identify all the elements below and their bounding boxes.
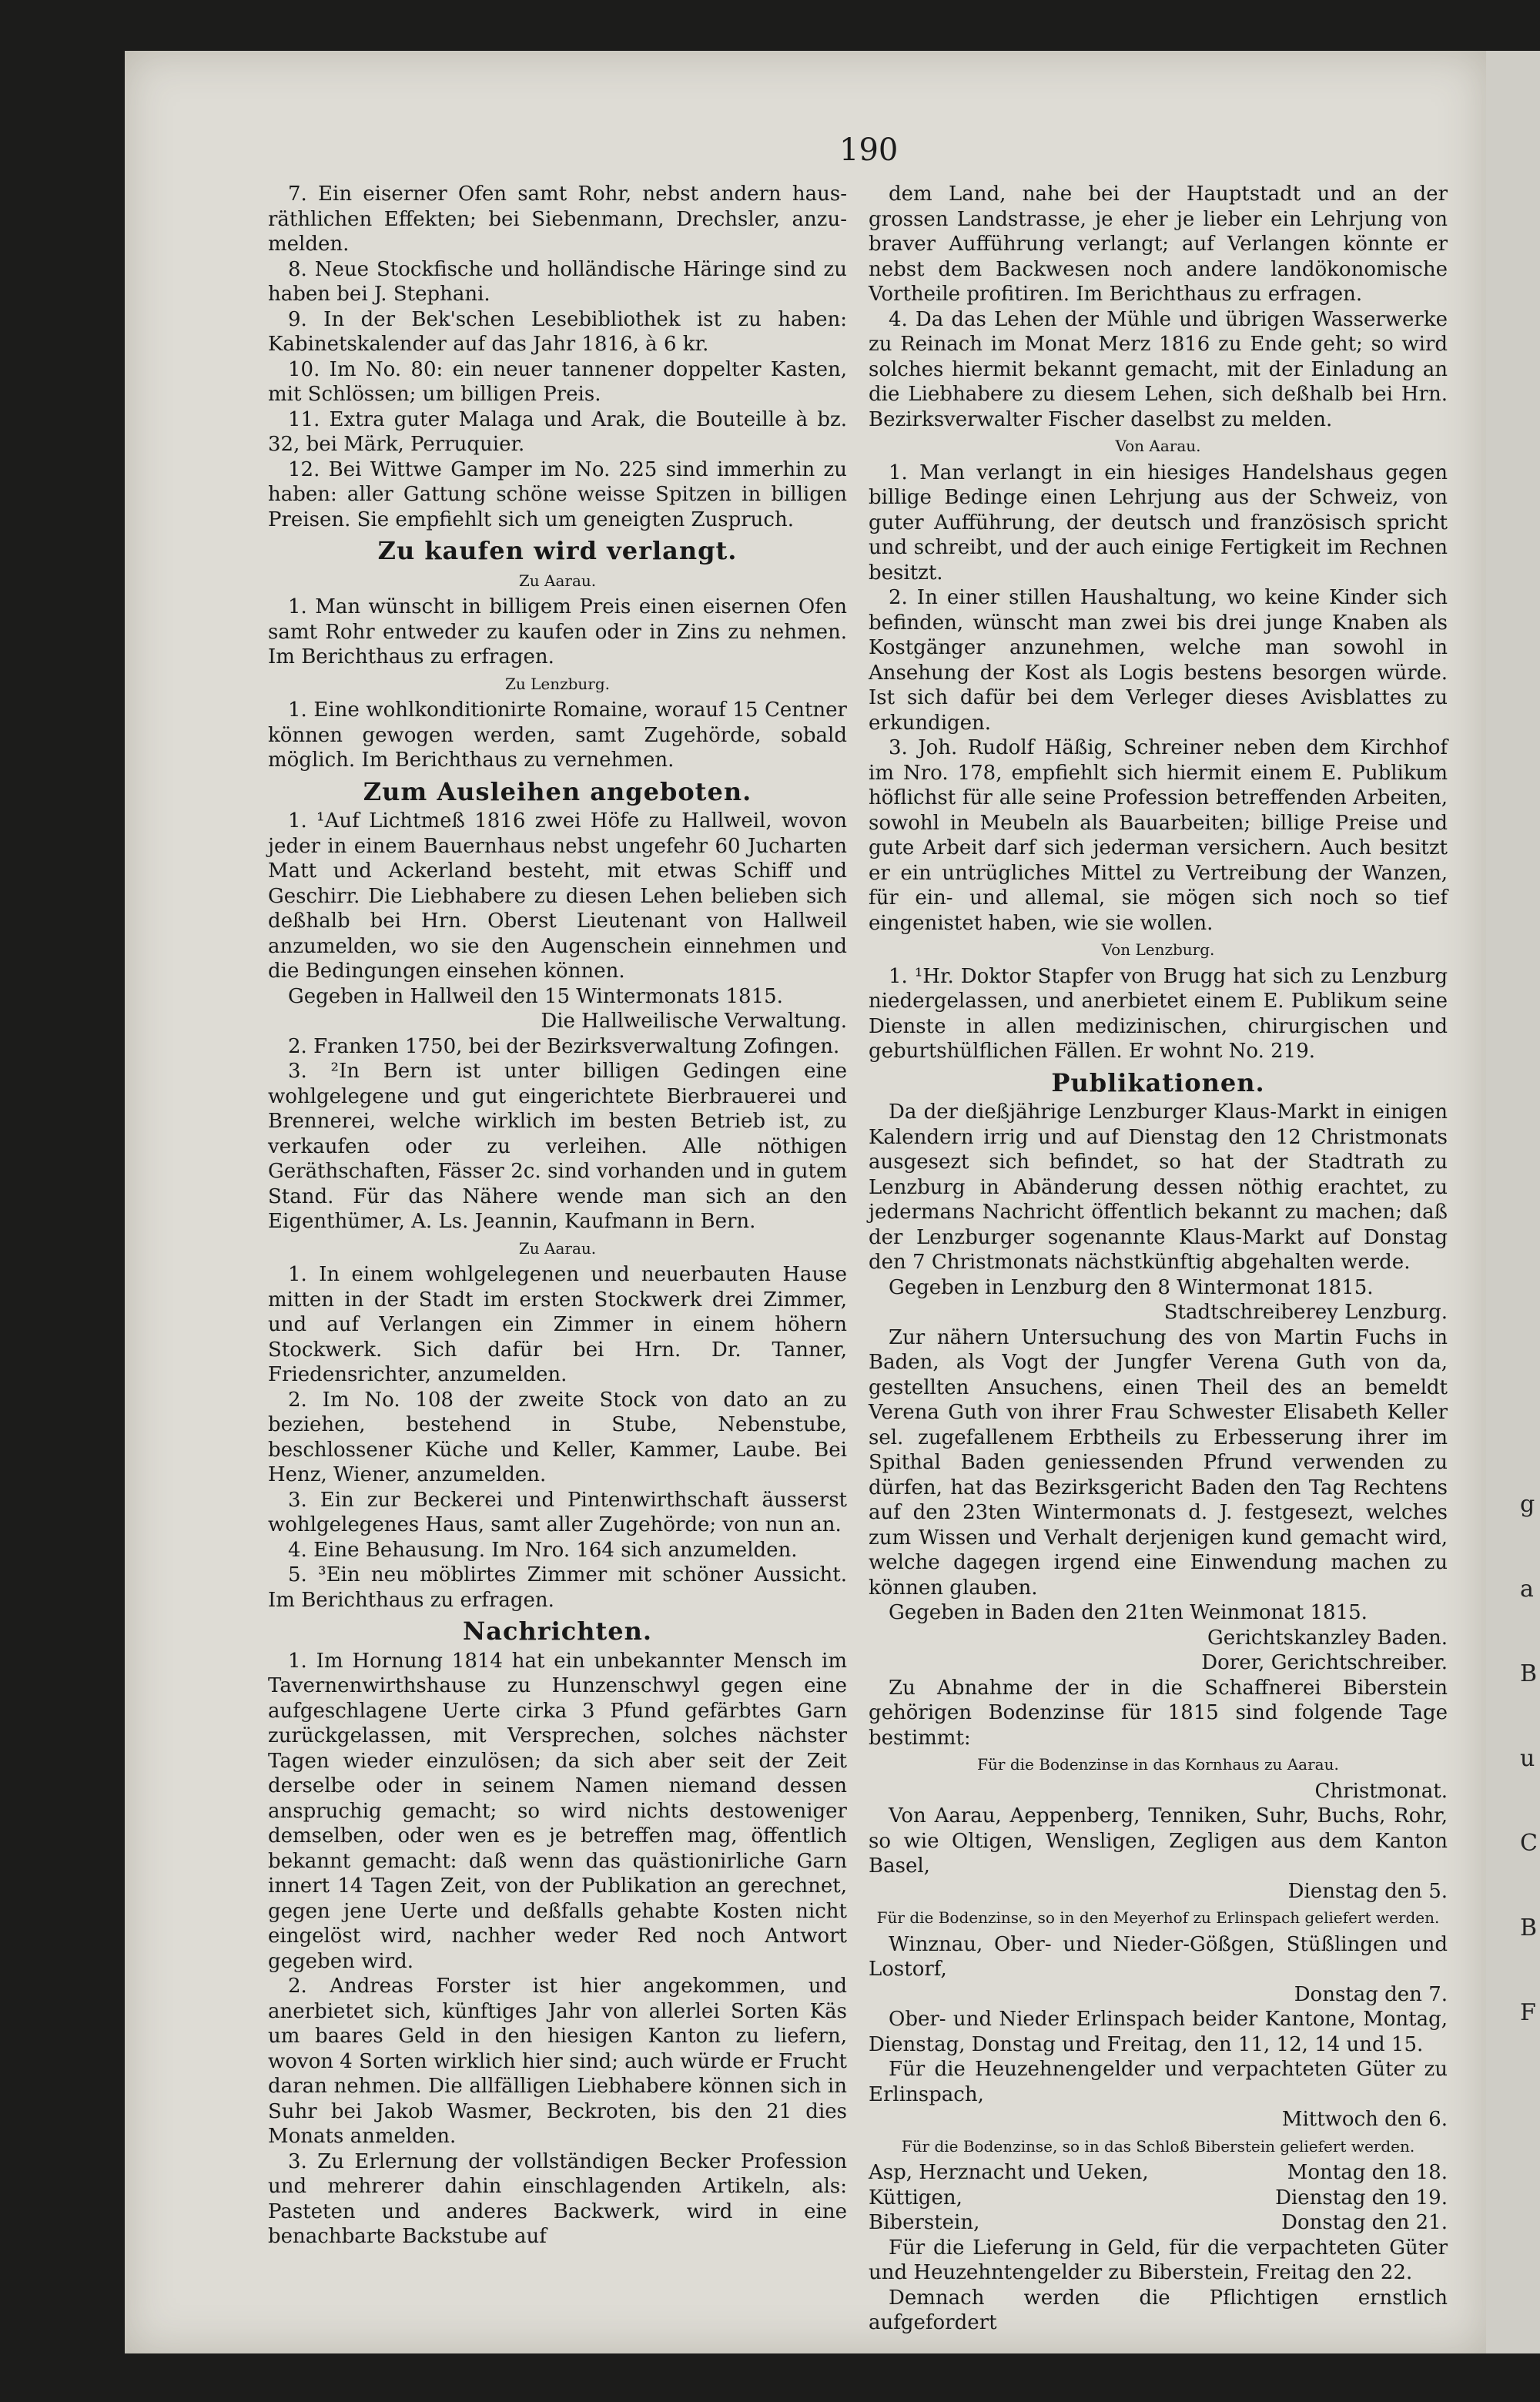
paragraph: 10. Im No. 80: ein neuer tannener doppelter Kasten, mit Schlössen; um billigen Preis. (268, 357, 847, 406)
margin-fragment: u (1520, 1745, 1535, 1772)
paragraph: 1. ¹Auf Lichtmeß 1816 zwei Höfe zu Hallweil, wovon jeder in einem Bauernhaus nebst ungefehr 60 Jucharten Matt und Ackerland besteht, mit etwas Schiff und Geschirr. Die Liebhabere zu diesen Lehen belieben sich deßhalb bei Hrn. Oberst Lieutenant von Hallweil anzumelden, wo sie den Augenschein einnehmen und die Bedingungen einsehen können. (268, 809, 847, 983)
paragraph: Demnach werden die Pflichtigen ernstlich aufgefordert (869, 2286, 1448, 2334)
paragraph: 11. Extra guter Malaga und Arak, die Bouteille à bz. 32, bei Märk, Perruquier. (268, 407, 847, 456)
signature-line: Dorer, Gerichtschreiber. (1201, 1651, 1448, 1674)
signature-line: Mittwoch den 6. (1281, 2108, 1448, 2131)
schedule-place: Biberstein, (869, 2211, 980, 2234)
paragraph: Ober- und Nieder Erlinspach beider Kantone, Montag, Dienstag, Donstag und Freitag, den 11, 12, 14 und 15. (869, 2008, 1448, 2056)
section-heading: Zu kaufen wird verlangt. (377, 536, 738, 565)
paragraph: Zu Abnahme der in die Schaffnerei Biberstein gehörigen Bodenzinse für 1815 sind folgende Tage bestimmt: (869, 1676, 1448, 1750)
section-heading: Nachrichten. (462, 1616, 653, 1646)
schedule-row (869, 2160, 1448, 2186)
paragraph: Zur nähern Untersuchung des von Martin Fuchs in Baden, als Vogt der Jungfer Verena Guth von da, gestellten Ansuchens, einen Theil des an bemeldt Verena Guth von ihrer Frau Schwester Elisabeth Keller sel. zugefallenem Erbtheils zu Erbesserung ihrer im Spithal Baden geniessenden Pfrund verwenden zu dürfen, hat das Bezirksgericht Baden den Tag Rechtens auf den 23ten Wintermonats d. J. festgesezt, welches zum Wissen und Verhalt derjenigen kund gemacht wird, welche dagegen irgend eine Einwendung machen zu können glauben. (869, 1325, 1448, 1600)
subheading: Zu Aarau. (518, 1238, 597, 1258)
paragraph: 2. Im No. 108 der zweite Stock von dato an zu beziehen, bestehend in Stube, Nebenstube, beschlossener Küche und Keller, Kammer, Laube. Bei Henz, Wiener, anzumelden. (268, 1388, 847, 1486)
schedule-row (869, 2210, 1448, 2236)
paragraph: 3. Zu Erlernung der vollständigen Becker Profession und mehrerer dahin einschlagenden Artikeln, als: Pasteten und anderes Backwerk, wird in eine benachbarte Backstube auf (268, 2149, 847, 2248)
subheading: Für die Bodenzinse, so in den Meyerhof zu Erlinspach geliefert werden. (876, 1908, 1440, 1927)
paragraph: 1. In einem wohlgelegenen und neuerbauten Hause mitten in der Stadt im ersten Stockwerk drei Zimmer, und auf Verlangen ein Zimmer in einem höhern Stockwerk. Sich dafür bei Hrn. Dr. Tanner, Friedensrichter, anzumelden. (268, 1263, 847, 1386)
paragraph: 1. Man wünscht in billigem Preis einen eisernen Ofen samt Rohr entweder zu kaufen oder in Zins zu nehmen. Im Berichthaus zu erfragen. (268, 595, 847, 668)
signature-line: Gerichtskanzley Baden. (1207, 1626, 1448, 1650)
signature-line: Die Hallweilische Verwaltung. (541, 1010, 847, 1033)
schedule-date: Montag den 18. (1287, 2161, 1448, 2184)
margin-fragment: B (1520, 1660, 1538, 1687)
paragraph: 3. Ein zur Beckerei und Pintenwirthschaft äusserst wohlgelegenes Haus, samt aller Zugehörde; von nun an. (268, 1488, 847, 1536)
paragraph: Gegeben in Lenzburg den 8 Wintermonat 1815. (889, 1275, 1374, 1299)
paragraph: 2. Andreas Forster ist hier angekommen, und anerbietet sich, künftiges Jahr von allerlei Sorten Käs um baares Geld in den hiesigen Kanton zu liefern, wovon 4 Sorten wirklich hier sind; auch würde er Frucht daran nehmen. Die allfälligen Liebhabere können sich in Suhr bei Jakob Wasmer, Beckroten, bis den 21 dies Monats anmelden. (268, 1975, 847, 2148)
schedule-row (869, 2186, 1448, 2211)
margin-fragment: F (1520, 1999, 1536, 2026)
paragraph: 9. In der Bek'schen Lesebibliothek ist zu haben: Kabinetskalender auf das Jahr 1816, à 6 kr. (268, 307, 847, 356)
paragraph: 2. In einer stillen Haushaltung, wo keine Kinder sich befinden, wünscht man zwei bis drei junge Knaben als Kostgänger anzunehmen, welche man sowohl in Ansehung der Kost als Logis bestens besorgen würde. Ist sich dafür bei dem Verleger dieses Avisblattes zu erkundigen. (869, 586, 1448, 735)
paragraph: 1. Im Hornung 1814 hat ein unbekannter Mensch im Tavernenwirthshause zu Hunzenschwyl gegen eine aufgeschlagene Uerte cirka 3 Pfund gefärbtes Garn zurückgelassen, mit Versprechen, solches nächster Tagen wieder einzulösen; da sich aber seit der Zeit derselbe oder in seinem Namen niemand dessen anspruchig gemacht; so wird nichts destoweniger demselben, oder wen es je betreffen mag, öffentlich bekannt gemacht: daß wenn das quästionirliche Garn innert 14 Tagen Zeit, von der Publikation an gerechnet, gegen jene Uerte und deßfalls gehabte Kosten nicht eingelöst wird, nachher weder Red noch Antwort gegeben wird. (268, 1649, 847, 1973)
section-heading: Publikationen. (1051, 1067, 1265, 1097)
signature-line: Donstag den 7. (1294, 1982, 1448, 2006)
subheading: Zu Lenzburg. (504, 674, 611, 693)
paragraph: 7. Ein eiserner Ofen samt Rohr, nebst andern haus-räthlichen Effekten; bei Siebenmann, Drechsler, anzu-melden. (268, 183, 847, 256)
subheading: Für die Bodenzinse, so in das Schloß Biberstein geliefert werden. (901, 2136, 1415, 2156)
signature-line: Stadtschreiberey Lenzburg. (1163, 1301, 1448, 1324)
paragraph: 4. Eine Behausung. Im Nro. 164 sich anzumelden. (288, 1538, 798, 1562)
left-column (268, 182, 847, 2250)
subheading: Für die Bodenzinse in das Kornhaus zu Aarau. (977, 1755, 1339, 1774)
paragraph: Gegeben in Baden den 21ten Weinmonat 1815. (889, 1601, 1368, 1624)
signature-line: Christmonat. (1314, 1779, 1448, 1803)
paragraph: Für die Heuzehnengelder und verpachteten Güter zu Erlinspach, (869, 2058, 1448, 2106)
paragraph: 1. Eine wohlkonditionirte Romaine, worauf 15 Centner können gewogen werden, samt Zugehörde, sobald möglich. Im Berichthaus zu vernehmen. (268, 698, 847, 772)
paragraph: Für die Lieferung in Geld, für die verpachteten Güter und Heuzehntengelder zu Biberstein, Freitag den 22. (869, 2236, 1448, 2284)
paragraph: Von Aarau, Aeppenberg, Tenniken, Suhr, Buchs, Rohr, so wie Oltigen, Wensligen, Zegligen aus dem Kanton Basel, (869, 1804, 1448, 1878)
paragraph: 1. Man verlangt in ein hiesiges Handelshaus gegen billige Bedinge einen Lehrjung aus der Schweiz, von guter Aufführung, der deutsch und französisch spricht und schreibt, und der auch einige Fertigkeit im Rechnen besitzt. (869, 461, 1448, 585)
paragraph: 3. ²In Bern ist unter billigen Gedingen eine wohlgelegene und gut eingerichtete Bierbrauerei und Brennerei, welche wirklich im besten Betrieb ist, zu verkaufen oder zu verleihen. Alle nöthigen Geräthschaften, Fässer 2c. sind vorhanden und in gutem Stand. Für das Nähere wende man sich an den Eigenthümer, A. Ls. Jeannin, Kaufmann in Bern. (268, 1060, 847, 1233)
margin-fragment: B (1520, 1915, 1538, 1941)
schedule-date: Donstag den 21. (1281, 2211, 1448, 2234)
schedule-place: Asp, Herznacht und Ueken, (869, 2161, 1149, 2184)
paragraph: Da der dießjährige Lenzburger Klaus-Markt in einigen Kalendern irrig und auf Dienstag den 12 Christmonats ausgesezt sich befindet, so hat der Stadtrath zu Lenzburg in Abänderung dessen nöthig erachtet, zu jedermans Nachricht öffentlich bekannt zu machen; daß der Lenzburger sogenannte Klaus-Markt auf Donstag den 7 Christmonats nächstkünftig abgehalten werde. (869, 1100, 1448, 1274)
paragraph: 12. Bei Wittwe Gamper im No. 225 sind immerhin zu haben: aller Gattung schöne weisse Spitzen in billigen Preisen. Sie empfiehlt sich um geneigten Zuspruch. (268, 457, 847, 531)
paragraph: 2. Franken 1750, bei der Bezirksverwaltung Zofingen. (288, 1034, 840, 1058)
paragraph: dem Land, nahe bei der Hauptstadt und an der grossen Landstrasse, je eher je lieber ein Lehrjung von braver Aufführung verlangt; auf Verlangen könnte er nebst dem Backwesen noch andere landökonomische Vortheile profitiren. Im Berichthaus zu erfragen. (869, 183, 1448, 306)
subheading: Zu Aarau. (518, 571, 597, 590)
margin-fragment: C (1520, 1830, 1538, 1857)
margin-fragment: a (1520, 1576, 1534, 1603)
adjacent-page-edge (1486, 51, 1540, 2353)
schedule-date: Dienstag den 19. (1275, 2186, 1448, 2209)
subheading: Von Aarau. (1115, 437, 1201, 455)
subheading: Von Lenzburg. (1101, 940, 1215, 959)
section-heading: Zum Ausleihen angeboten. (363, 776, 752, 806)
paragraph: 5. ³Ein neu möblirtes Zimmer mit schöner Aussicht. Im Berichthaus zu erfragen. (268, 1563, 847, 1612)
paragraph: 4. Da das Lehen der Mühle und übrigen Wasserwerke zu Reinach im Monat Merz 1816 zu Ende geht; so wird solches hiermit bekannt gemacht, mit der Einladung an die Liebhabere zu diesem Lehen, sich deßhalb bei Hrn. Bezirksverwalter Fischer daselbst zu melden. (869, 307, 1448, 431)
margin-fragment: g (1520, 1491, 1535, 1518)
paragraph: Gegeben in Hallweil den 15 Wintermonats 1815. (288, 984, 783, 1008)
signature-line: Dienstag den 5. (1287, 1879, 1448, 1903)
paragraph: 3. Joh. Rudolf Häßig, Schreiner neben dem Kirchhof im Nro. 178, empfiehlt sich hiermit einem E. Publikum höflichst für alle seine Profession betreffenden Arbeiten, sowohl in Meubeln als Bauarbeiten; billige Preise und gute Arbeit darf sich jederman versichern. Auch besitzt er ein untrügliches Mittel zu Vertreibung der Wanzen, für ein- und allemal, sie mögen sich noch so tief eingenistet haben, wie sie wollen. (869, 736, 1448, 935)
paragraph: 1. ¹Hr. Doktor Stapfer von Brugg hat sich zu Lenzburg niedergelassen, und anerbietet einem E. Publikum seine Dienste in allen medizinischen, chirurgischen und geburtshülflichen Fällen. Er wohnt No. 219. (869, 964, 1448, 1063)
paragraph: 8. Neue Stockfische und holländische Häringe sind zu haben bei J. Stephani. (268, 257, 847, 306)
schedule-place: Küttigen, (869, 2186, 962, 2209)
paragraph: Winznau, Ober- und Nieder-Gößgen, Stüßlingen und Lostorf, (869, 1932, 1448, 1981)
right-column (869, 182, 1448, 2336)
page-number: 190 (839, 132, 899, 168)
